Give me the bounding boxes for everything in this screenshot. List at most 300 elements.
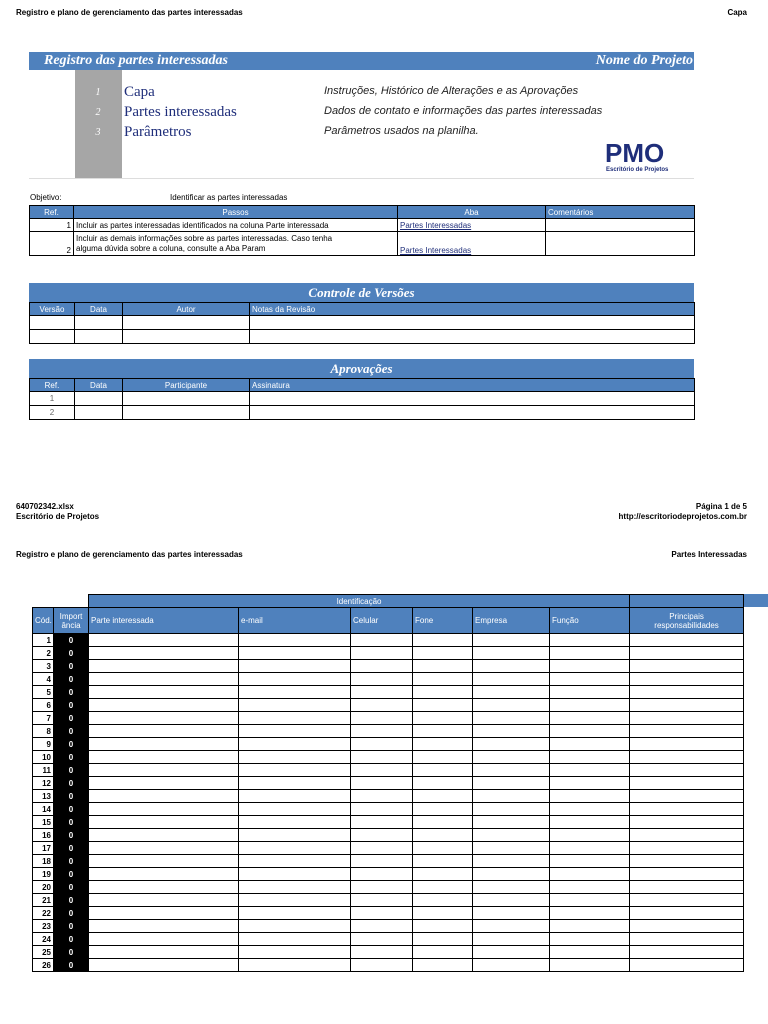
row-celular[interactable] [351, 933, 413, 946]
steps-header-aba: Aba [398, 206, 546, 219]
row-funcao[interactable] [550, 790, 630, 803]
row-fone[interactable] [413, 686, 473, 699]
row-responsabilidades[interactable] [630, 803, 744, 816]
row-parte[interactable] [89, 790, 239, 803]
row-importancia[interactable]: 0 [54, 842, 89, 855]
row-cod: 23 [33, 920, 54, 933]
row-celular[interactable] [351, 894, 413, 907]
row-celular[interactable] [351, 881, 413, 894]
row-celular[interactable] [351, 907, 413, 920]
row-email[interactable] [239, 868, 351, 881]
row-fone[interactable] [413, 946, 473, 959]
row-parte[interactable] [89, 842, 239, 855]
row-email[interactable] [239, 842, 351, 855]
table-row [33, 712, 744, 725]
row-fone[interactable] [413, 725, 473, 738]
row-funcao[interactable] [550, 829, 630, 842]
row-responsabilidades[interactable] [630, 894, 744, 907]
approvals-header-data: Data [75, 379, 123, 392]
approvals-header-participante: Participante [123, 379, 250, 392]
step-comment[interactable] [546, 232, 695, 256]
row-cod: 4 [33, 673, 54, 686]
table-row [33, 725, 744, 738]
row-fone[interactable] [413, 894, 473, 907]
steps-header-comentarios: Comentários [546, 206, 695, 219]
row-fone[interactable] [413, 712, 473, 725]
row-celular[interactable] [351, 868, 413, 881]
banner-title: Registro das partes interessadas [44, 53, 228, 68]
table-row [33, 855, 744, 868]
row-celular[interactable] [351, 959, 413, 972]
step-comment[interactable] [546, 219, 695, 232]
approvals-header-assinatura: Assinatura [250, 379, 695, 392]
row-cod: 26 [33, 959, 54, 972]
row-responsabilidades[interactable] [630, 699, 744, 712]
row-importancia[interactable]: 0 [54, 738, 89, 751]
row-cod: 17 [33, 842, 54, 855]
table-row [33, 764, 744, 777]
row-importancia[interactable]: 0 [54, 686, 89, 699]
row-responsabilidades[interactable] [630, 777, 744, 790]
row-empresa[interactable] [473, 829, 550, 842]
row-fone[interactable] [413, 634, 473, 647]
approvals-row [30, 392, 695, 406]
row-celular[interactable] [351, 842, 413, 855]
row-email[interactable] [239, 881, 351, 894]
row-parte[interactable] [89, 699, 239, 712]
row-funcao[interactable] [550, 855, 630, 868]
row-empresa[interactable] [473, 673, 550, 686]
row-empresa[interactable] [473, 803, 550, 816]
row-email[interactable] [239, 764, 351, 777]
row-cod: 7 [33, 712, 54, 725]
table-row [33, 751, 744, 764]
row-celular[interactable] [351, 712, 413, 725]
row-importancia[interactable]: 0 [54, 881, 89, 894]
row-email[interactable] [239, 803, 351, 816]
steps-row [30, 219, 695, 232]
row-email[interactable] [239, 959, 351, 972]
row-empresa[interactable] [473, 660, 550, 673]
row-fone[interactable] [413, 777, 473, 790]
row-parte[interactable] [89, 894, 239, 907]
table-row [33, 894, 744, 907]
stakeholders-body [33, 634, 744, 972]
row-responsabilidades[interactable] [630, 725, 744, 738]
step-aba-link[interactable]: Partes Interessadas [400, 246, 472, 255]
row-celular[interactable] [351, 647, 413, 660]
sheet-edge-fill [743, 594, 768, 607]
row-email[interactable] [239, 738, 351, 751]
row-funcao[interactable] [550, 764, 630, 777]
row-cod: 10 [33, 751, 54, 764]
row-importancia[interactable]: 0 [54, 946, 89, 959]
row-responsabilidades[interactable] [630, 712, 744, 725]
row-importancia[interactable]: 0 [54, 790, 89, 803]
row-email[interactable] [239, 686, 351, 699]
versions-header-notas: Notas da Revisão [250, 303, 695, 316]
row-funcao[interactable] [550, 647, 630, 660]
approval-ref: 2 [30, 406, 75, 420]
objective-value: Identificar as partes interessadas [170, 193, 288, 202]
row-importancia[interactable]: 0 [54, 855, 89, 868]
row-responsabilidades[interactable] [630, 660, 744, 673]
row-email[interactable] [239, 894, 351, 907]
row-celular[interactable] [351, 634, 413, 647]
row-parte[interactable] [89, 803, 239, 816]
table-row [33, 829, 744, 842]
row-funcao[interactable] [550, 907, 630, 920]
toc-desc-partes: Dados de contato e informações das partes interessadas [324, 105, 603, 117]
row-empresa[interactable] [473, 855, 550, 868]
table-row [33, 647, 744, 660]
page2-header-sheet: Partes Interessadas [671, 550, 747, 559]
row-parte[interactable] [89, 686, 239, 699]
row-responsabilidades[interactable] [630, 751, 744, 764]
row-parte[interactable] [89, 712, 239, 725]
table-row [33, 868, 744, 881]
row-responsabilidades[interactable] [630, 738, 744, 751]
row-email[interactable] [239, 777, 351, 790]
row-fone[interactable] [413, 816, 473, 829]
row-email[interactable] [239, 725, 351, 738]
row-parte[interactable] [89, 777, 239, 790]
row-email[interactable] [239, 920, 351, 933]
row-parte[interactable] [89, 855, 239, 868]
row-parte[interactable] [89, 920, 239, 933]
row-responsabilidades[interactable] [630, 946, 744, 959]
row-importancia[interactable]: 0 [54, 764, 89, 777]
row-funcao[interactable] [550, 777, 630, 790]
row-empresa[interactable] [473, 712, 550, 725]
row-importancia[interactable]: 0 [54, 699, 89, 712]
step-ref: 2 [30, 232, 74, 256]
table-row [33, 907, 744, 920]
row-celular[interactable] [351, 920, 413, 933]
row-empresa[interactable] [473, 894, 550, 907]
row-email[interactable] [239, 855, 351, 868]
row-parte[interactable] [89, 738, 239, 751]
step-text-line1: Incluir as demais informações sobre as partes interessadas. Caso tenha [76, 233, 333, 243]
row-empresa[interactable] [473, 907, 550, 920]
row-responsabilidades[interactable] [630, 816, 744, 829]
row-cod: 18 [33, 855, 54, 868]
row-parte[interactable] [89, 634, 239, 647]
row-empresa[interactable] [473, 959, 550, 972]
row-funcao[interactable] [550, 660, 630, 673]
toc-desc-parametros: Parâmetros usados na planilha. [324, 125, 479, 137]
row-cod: 16 [33, 829, 54, 842]
row-cod: 14 [33, 803, 54, 816]
steps-header-passos: Passos [74, 206, 398, 219]
row-parte[interactable] [89, 946, 239, 959]
row-fone[interactable] [413, 647, 473, 660]
row-cod: 11 [33, 764, 54, 777]
footer-page: Página 1 de 5 [695, 502, 747, 511]
approvals-table [29, 378, 695, 420]
row-cod: 21 [33, 894, 54, 907]
row-email[interactable] [239, 933, 351, 946]
row-parte[interactable] [89, 907, 239, 920]
row-importancia[interactable]: 0 [54, 660, 89, 673]
row-email[interactable] [239, 634, 351, 647]
row-fone[interactable] [413, 959, 473, 972]
row-funcao[interactable] [550, 803, 630, 816]
row-empresa[interactable] [473, 725, 550, 738]
row-email[interactable] [239, 907, 351, 920]
row-funcao[interactable] [550, 751, 630, 764]
row-empresa[interactable] [473, 933, 550, 946]
row-funcao[interactable] [550, 686, 630, 699]
row-email[interactable] [239, 647, 351, 660]
row-parte[interactable] [89, 959, 239, 972]
row-fone[interactable] [413, 868, 473, 881]
row-responsabilidades[interactable] [630, 881, 744, 894]
row-responsabilidades[interactable] [630, 686, 744, 699]
row-parte[interactable] [89, 660, 239, 673]
row-importancia[interactable]: 0 [54, 933, 89, 946]
row-celular[interactable] [351, 725, 413, 738]
row-funcao[interactable] [550, 959, 630, 972]
cover-banner [29, 52, 694, 70]
row-celular[interactable] [351, 790, 413, 803]
row-cod: 13 [33, 790, 54, 803]
table-row [33, 803, 744, 816]
row-parte[interactable] [89, 725, 239, 738]
versions-row [30, 330, 695, 344]
group-header-identificacao: Identificação [89, 595, 630, 608]
row-email[interactable] [239, 790, 351, 803]
row-celular[interactable] [351, 660, 413, 673]
row-email[interactable] [239, 673, 351, 686]
row-celular[interactable] [351, 686, 413, 699]
row-empresa[interactable] [473, 777, 550, 790]
row-parte[interactable] [89, 933, 239, 946]
row-funcao[interactable] [550, 842, 630, 855]
row-parte[interactable] [89, 881, 239, 894]
row-fone[interactable] [413, 881, 473, 894]
row-fone[interactable] [413, 933, 473, 946]
table-row [33, 881, 744, 894]
row-importancia[interactable]: 0 [54, 751, 89, 764]
row-celular[interactable] [351, 803, 413, 816]
row-email[interactable] [239, 751, 351, 764]
row-funcao[interactable] [550, 725, 630, 738]
footer-org: Escritório de Projetos [16, 512, 100, 521]
row-parte[interactable] [89, 829, 239, 842]
versions-header-autor: Autor [123, 303, 250, 316]
banner-project-name: Nome do Projeto [595, 53, 693, 68]
row-cod: 3 [33, 660, 54, 673]
row-responsabilidades[interactable] [630, 933, 744, 946]
row-importancia[interactable]: 0 [54, 777, 89, 790]
step-aba-link[interactable]: Partes Interessadas [400, 220, 472, 230]
row-parte[interactable] [89, 647, 239, 660]
steps-row [30, 232, 695, 256]
row-celular[interactable] [351, 764, 413, 777]
stakeholders-table [32, 594, 744, 972]
row-funcao[interactable] [550, 816, 630, 829]
row-empresa[interactable] [473, 738, 550, 751]
row-fone[interactable] [413, 764, 473, 777]
col-header-importancia-1: Import [59, 611, 83, 621]
row-importancia[interactable]: 0 [54, 647, 89, 660]
row-fone[interactable] [413, 738, 473, 751]
toc-link-parametros[interactable]: Parâmetros [124, 124, 192, 140]
row-fone[interactable] [413, 803, 473, 816]
row-empresa[interactable] [473, 881, 550, 894]
row-funcao[interactable] [550, 673, 630, 686]
row-fone[interactable] [413, 855, 473, 868]
col-header-resp-2: responsabilidades [654, 620, 719, 630]
row-funcao[interactable] [550, 738, 630, 751]
row-funcao[interactable] [550, 868, 630, 881]
row-responsabilidades[interactable] [630, 647, 744, 660]
versions-header-data: Data [75, 303, 123, 316]
row-fone[interactable] [413, 829, 473, 842]
row-empresa[interactable] [473, 920, 550, 933]
row-importancia[interactable]: 0 [54, 634, 89, 647]
row-empresa[interactable] [473, 764, 550, 777]
row-importancia[interactable]: 0 [54, 816, 89, 829]
row-importancia[interactable]: 0 [54, 803, 89, 816]
row-celular[interactable] [351, 855, 413, 868]
row-empresa[interactable] [473, 751, 550, 764]
row-importancia[interactable]: 0 [54, 959, 89, 972]
row-importancia[interactable]: 0 [54, 673, 89, 686]
row-importancia[interactable]: 0 [54, 712, 89, 725]
row-email[interactable] [239, 660, 351, 673]
table-row [33, 959, 744, 972]
row-funcao[interactable] [550, 933, 630, 946]
row-fone[interactable] [413, 660, 473, 673]
pmo-logo-text: PMO [605, 138, 665, 168]
row-funcao[interactable] [550, 920, 630, 933]
row-empresa[interactable] [473, 699, 550, 712]
row-email[interactable] [239, 712, 351, 725]
steps-header-ref: Ref. [30, 206, 74, 219]
row-empresa[interactable] [473, 790, 550, 803]
footer-url: http://escritoriodeprojetos.com.br [618, 512, 747, 521]
row-fone[interactable] [413, 790, 473, 803]
table-row [33, 933, 744, 946]
row-parte[interactable] [89, 868, 239, 881]
row-funcao[interactable] [550, 894, 630, 907]
row-celular[interactable] [351, 751, 413, 764]
col-header-funcao: Função [550, 608, 630, 634]
row-responsabilidades[interactable] [630, 829, 744, 842]
row-email[interactable] [239, 816, 351, 829]
row-cod: 6 [33, 699, 54, 712]
toc-link-capa[interactable]: Capa [124, 84, 155, 100]
row-fone[interactable] [413, 907, 473, 920]
col-header-importancia-2: ância [61, 620, 81, 630]
row-importancia[interactable]: 0 [54, 725, 89, 738]
row-funcao[interactable] [550, 881, 630, 894]
table-row [33, 777, 744, 790]
row-email[interactable] [239, 946, 351, 959]
row-empresa[interactable] [473, 647, 550, 660]
col-header-fone: Fone [413, 608, 473, 634]
row-fone[interactable] [413, 842, 473, 855]
row-importancia[interactable]: 0 [54, 920, 89, 933]
step-text-line2: alguma dúvida sobre a coluna, consulte a Aba Param [76, 243, 266, 253]
approval-ref: 1 [30, 392, 75, 406]
row-importancia[interactable]: 0 [54, 907, 89, 920]
page2-header-title: Registro e plano de gerenciamento das partes interessadas [16, 550, 243, 559]
row-celular[interactable] [351, 816, 413, 829]
row-importancia[interactable]: 0 [54, 868, 89, 881]
row-responsabilidades[interactable] [630, 764, 744, 777]
row-importancia[interactable]: 0 [54, 894, 89, 907]
row-parte[interactable] [89, 673, 239, 686]
row-cod: 20 [33, 881, 54, 894]
row-empresa[interactable] [473, 946, 550, 959]
table-row [33, 634, 744, 647]
row-fone[interactable] [413, 751, 473, 764]
row-celular[interactable] [351, 946, 413, 959]
table-row [33, 790, 744, 803]
row-responsabilidades[interactable] [630, 790, 744, 803]
row-celular[interactable] [351, 673, 413, 686]
row-funcao[interactable] [550, 712, 630, 725]
row-funcao[interactable] [550, 946, 630, 959]
row-empresa[interactable] [473, 868, 550, 881]
row-empresa[interactable] [473, 686, 550, 699]
steps-table [29, 205, 695, 256]
row-responsabilidades[interactable] [630, 634, 744, 647]
pmo-logo [603, 138, 677, 178]
col-header-parte: Parte interessada [89, 608, 239, 634]
step-ref: 1 [30, 219, 74, 232]
row-importancia[interactable]: 0 [54, 829, 89, 842]
row-responsabilidades[interactable] [630, 842, 744, 855]
col-header-resp-1: Principais [669, 611, 704, 621]
row-cod: 9 [33, 738, 54, 751]
row-empresa[interactable] [473, 816, 550, 829]
row-fone[interactable] [413, 920, 473, 933]
row-celular[interactable] [351, 738, 413, 751]
row-funcao[interactable] [550, 634, 630, 647]
versions-row [30, 316, 695, 330]
row-responsabilidades[interactable] [630, 673, 744, 686]
row-funcao[interactable] [550, 699, 630, 712]
row-responsabilidades[interactable] [630, 855, 744, 868]
row-empresa[interactable] [473, 634, 550, 647]
row-parte[interactable] [89, 816, 239, 829]
page1-header-title: Registro e plano de gerenciamento das partes interessadas [16, 8, 243, 17]
row-responsabilidades[interactable] [630, 920, 744, 933]
toc-link-partes[interactable]: Partes interessadas [124, 104, 237, 120]
row-email[interactable] [239, 699, 351, 712]
row-cod: 8 [33, 725, 54, 738]
row-celular[interactable] [351, 829, 413, 842]
row-celular[interactable] [351, 699, 413, 712]
row-fone[interactable] [413, 673, 473, 686]
row-fone[interactable] [413, 699, 473, 712]
row-responsabilidades[interactable] [630, 868, 744, 881]
row-responsabilidades[interactable] [630, 959, 744, 972]
row-parte[interactable] [89, 764, 239, 777]
row-celular[interactable] [351, 777, 413, 790]
row-empresa[interactable] [473, 842, 550, 855]
row-responsabilidades[interactable] [630, 907, 744, 920]
row-email[interactable] [239, 829, 351, 842]
row-parte[interactable] [89, 751, 239, 764]
table-row [33, 816, 744, 829]
row-cod: 19 [33, 868, 54, 881]
row-cod: 1 [33, 634, 54, 647]
